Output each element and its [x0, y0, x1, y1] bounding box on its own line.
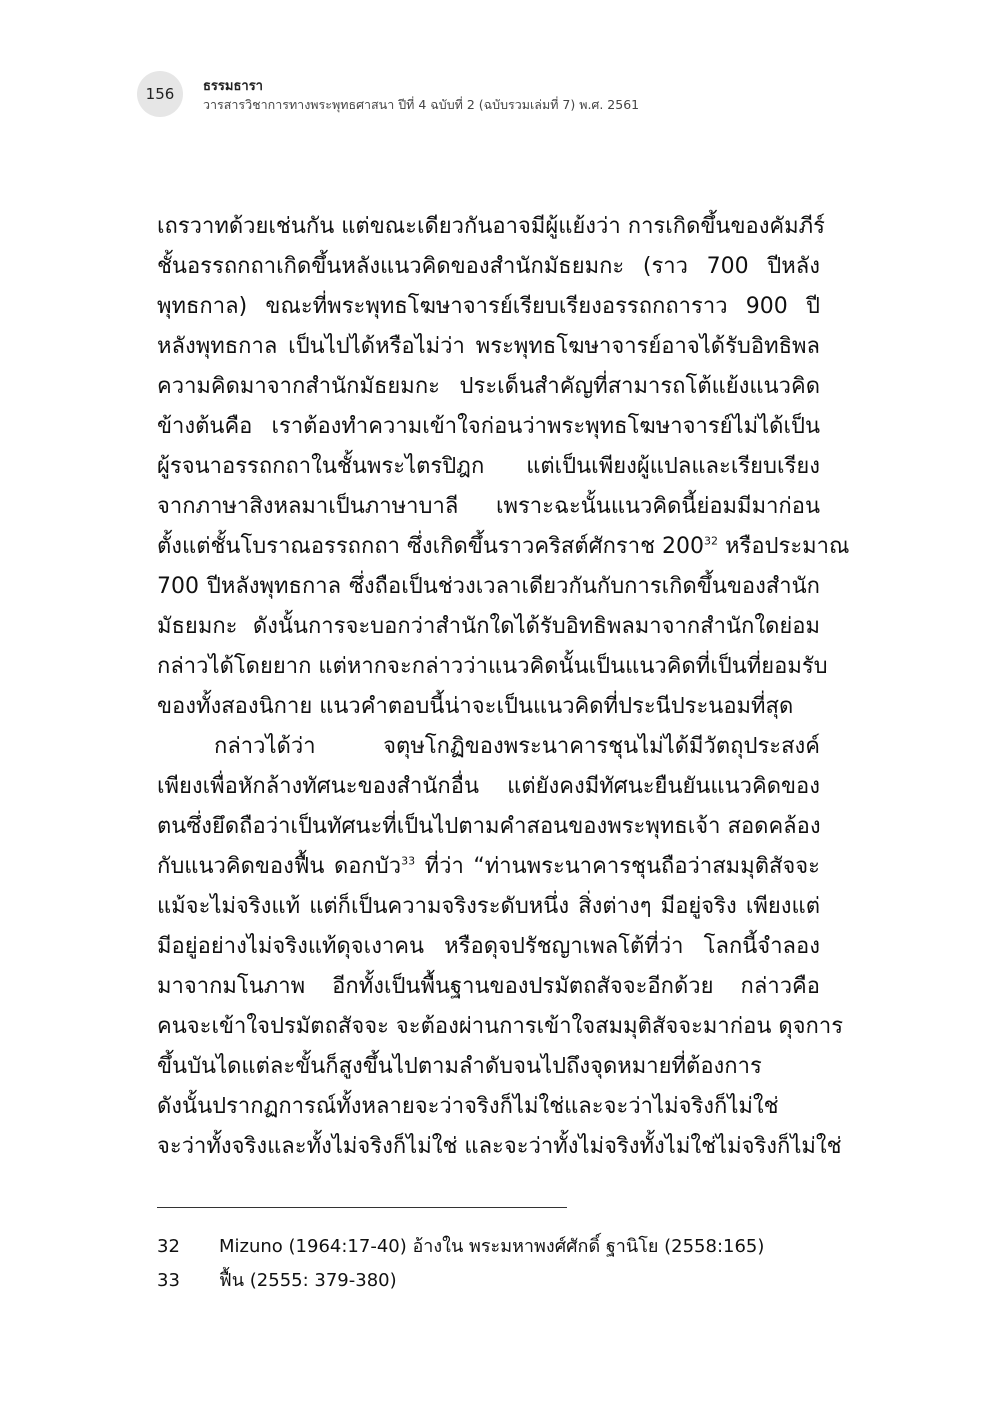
body-line: ตนซึ่งยึดถือว่าเป็นทัศนะที่เป็นไปตามคำสอนของพระพุทธเจ้า สอดคล้อง	[157, 814, 821, 839]
footnote-ref-33[interactable]: 33	[401, 854, 416, 868]
footnote-number: 32	[157, 1236, 180, 1257]
body-line: ความคิดมาจากสำนักมัธยมกะ ประเด็นสำคัญที่สามารถโต้แย้งแนวคิด	[157, 374, 820, 399]
footnote-text: ฟื้น (2555: 379-380)	[219, 1270, 397, 1291]
page-number: 156	[145, 85, 175, 103]
body-line: เถรวาทด้วยเช่นกัน แต่ขณะเดียวกันอาจมีผู้แย้งว่า การเกิดขึ้นของคัมภีร์	[157, 214, 825, 239]
body-line: คนจะเข้าใจปรมัตถสัจจะ จะต้องผ่านการเข้าใจสมมุติสัจจะมาก่อน ดุจการ	[157, 1014, 844, 1039]
body-text	[157, 207, 850, 1167]
body-line-tail: หรือประมาณ	[718, 534, 850, 559]
body-line: มัธยมกะ ดังนั้นการจะบอกว่าสำนักใดได้รับอิทธิพลมาจากสำนักใดย่อม	[157, 614, 820, 639]
journal-title: ธรรมธารา	[203, 79, 263, 94]
body-line: 700 ปีหลังพุทธกาล ซึ่งถือเป็นช่วงเวลาเดียวกันกับการเกิดขึ้นของสำนัก	[157, 574, 820, 599]
body-line: ขึ้นบันไดแต่ละขั้นก็สูงขึ้นไปตามลำดับจนไปถึงจุดหมายที่ต้องการ	[157, 1054, 762, 1079]
footnotes	[157, 1230, 837, 1298]
body-line: มาจากมโนภาพ อีกทั้งเป็นพื้นฐานของปรมัตถสัจจะอีกด้วย กล่าวคือ	[157, 974, 820, 999]
body-line: ดังนั้นปรากฏการณ์ทั้งหลายจะว่าจริงก็ไม่ใช่และจะว่าไม่จริงก็ไม่ใช่	[157, 1094, 779, 1119]
body-line: จากภาษาสิงหลมาเป็นภาษาบาลี เพราะฉะนั้นแนวคิดนี้ย่อมมีมาก่อน	[157, 494, 820, 519]
body-line: พุทธกาล) ขณะที่พระพุทธโฆษาจารย์เรียบเรียงอรรถกถาราว 900 ปี	[157, 294, 820, 319]
body-line-text: กับแนวคิดของฟื้น ดอกบัว	[157, 854, 402, 879]
body-line: ของทั้งสองนิกาย แนวคำตอบนี้น่าจะเป็นแนวคิดที่ประนีประนอมที่สุด	[157, 694, 794, 719]
body-line: ข้างต้นคือ เราต้องทำความเข้าใจก่อนว่าพระพุทธโฆษาจารย์ไม่ได้เป็น	[157, 414, 820, 439]
body-line-with-footnote-32	[157, 527, 850, 567]
body-line: หลังพุทธกาล เป็นไปได้หรือไม่ว่า พระพุทธโฆษาจารย์อาจได้รับอิทธิพล	[157, 334, 820, 359]
footnote-ref-32[interactable]: 32	[704, 534, 719, 548]
footnote-text: Mizuno (1964:17-40) อ้างใน พระมหาพงศ์ศักดิ์ ฐานิโย (2558:165)	[219, 1236, 765, 1257]
body-line-tail: ที่ว่า “ท่านพระนาคารชุนถือว่าสมมุติสัจจะ	[415, 854, 821, 879]
footnote-number: 33	[157, 1270, 180, 1291]
body-line: แม้จะไม่จริงแท้ แต่ก็เป็นความจริงระดับหนึ่ง สิ่งต่างๆ มีอยู่จริง เพียงแต่	[157, 894, 820, 919]
body-line-paragraph-start: กล่าวได้ว่า จตุษโกฏิของพระนาคารชุนไม่ได้มีวัตถุประสงค์	[214, 734, 820, 759]
footnote-33	[157, 1264, 837, 1298]
body-line: กล่าวได้โดยยาก แต่หากจะกล่าวว่าแนวคิดนั้นเป็นแนวคิดที่เป็นที่ยอมรับ	[157, 654, 828, 679]
body-line: จะว่าทั้งจริงและทั้งไม่จริงก็ไม่ใช่ และจะว่าทั้งไม่จริงทั้งไม่ใช่ไม่จริงก็ไม่ใช่	[157, 1134, 842, 1159]
running-header	[203, 78, 639, 114]
body-line: มีอยู่อย่างไม่จริงแท้ดุจเงาคน หรือดุจปรัชญาเพลโต้ที่ว่า โลกนี้จำลอง	[157, 934, 820, 959]
body-line: ผู้รจนาอรรถกถาในชั้นพระไตรปิฎก แต่เป็นเพียงผู้แปลและเรียบเรียง	[157, 454, 820, 479]
body-line: ชั้นอรรถกถาเกิดขึ้นหลังแนวคิดของสำนักมัธยมกะ (ราว 700 ปีหลัง	[157, 254, 820, 279]
footnote-32	[157, 1230, 837, 1264]
journal-subtitle: วารสารวิชาการทางพระพุทธศาสนา ปีที่ 4 ฉบับที่ 2 (ฉบับรวมเล่มที่ 7) พ.ศ. 2561	[203, 97, 640, 112]
footnote-divider	[157, 1207, 567, 1208]
body-line: เพียงเพื่อหักล้างทัศนะของสำนักอื่น แต่ยังคงมีทัศนะยืนยันแนวคิดของ	[157, 774, 820, 799]
body-line-text: ตั้งแต่ชั้นโบราณอรรถกถา ซึ่งเกิดขึ้นราวคริสต์ศักราช 200	[157, 534, 705, 559]
page-number-badge	[137, 71, 183, 117]
body-line-with-footnote-33	[157, 847, 820, 887]
